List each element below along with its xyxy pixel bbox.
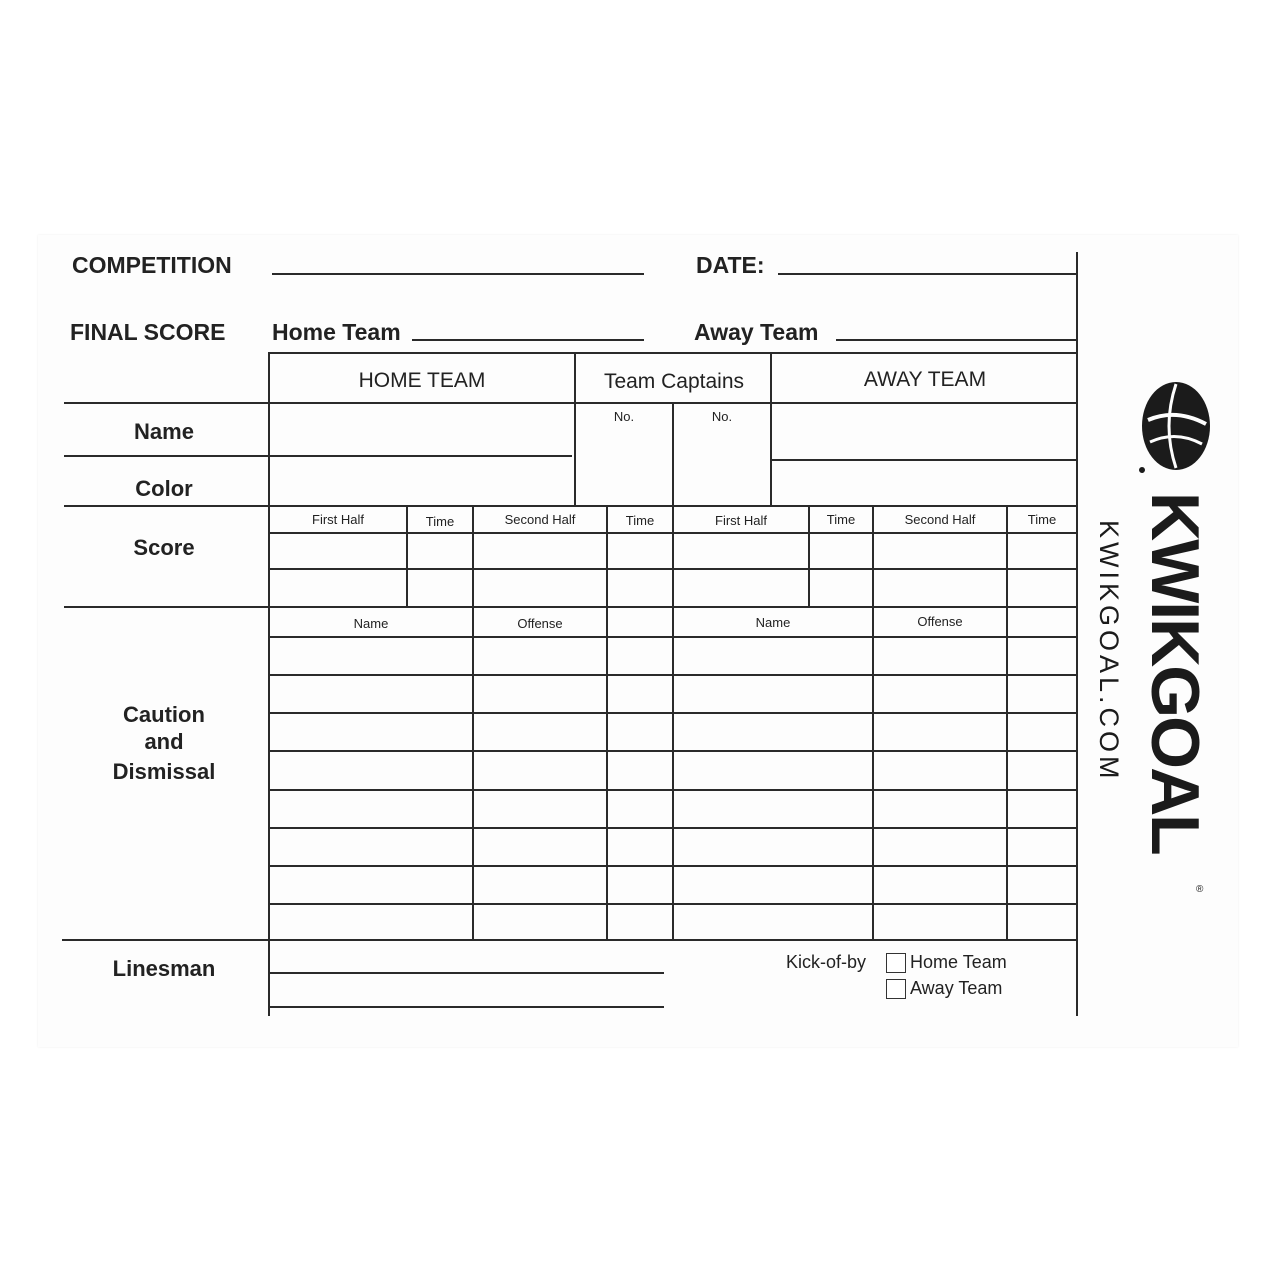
- soccer-ball-icon: [1136, 380, 1216, 480]
- linesman-line-2[interactable]: [270, 1006, 664, 1008]
- caution-row-line: [268, 750, 1078, 752]
- captain-no-label: No.: [711, 409, 733, 424]
- color-row-label: Color: [135, 476, 193, 501]
- row-line: [64, 402, 1078, 404]
- captain-no-label: No.: [613, 409, 635, 424]
- caution-col-offense: Offense: [917, 614, 963, 629]
- score-col-time: Time: [625, 513, 655, 528]
- brand-wordmark: KWIKGOAL: [1137, 492, 1213, 854]
- competition-label: COMPETITION: [72, 252, 232, 278]
- caution-col-offense: Offense: [517, 616, 563, 631]
- kickoff-away-label: Away Team: [910, 978, 1003, 998]
- divider: [872, 606, 874, 940]
- name-row-label: Name: [134, 419, 194, 444]
- divider: [606, 606, 608, 940]
- kickoff-home-checkbox[interactable]: [886, 953, 906, 973]
- kickoff-home-label: Home Team: [910, 952, 1007, 972]
- kwikgoal-logo: [1136, 380, 1216, 900]
- grid-left-border: [268, 352, 270, 1016]
- score-col-first-half: First Half: [715, 513, 767, 528]
- row-line: [268, 532, 1078, 534]
- scorecard: [38, 235, 1238, 1047]
- divider: [1006, 606, 1008, 940]
- home-name-line[interactable]: [270, 455, 572, 457]
- kickoff-away-checkbox[interactable]: [886, 979, 906, 999]
- linesman-row-label: Linesman: [112, 956, 216, 981]
- away-score-line[interactable]: [836, 339, 1076, 341]
- linesman-line-1[interactable]: [270, 972, 664, 974]
- score-col-first-half: First Half: [312, 512, 364, 527]
- row-line: [64, 606, 1078, 608]
- caution-row-line: [268, 789, 1078, 791]
- caution-row-line: [268, 712, 1078, 714]
- caution-row-label-1: Caution: [123, 702, 205, 727]
- date-line[interactable]: [778, 273, 1076, 275]
- row-line: [268, 568, 1078, 570]
- away-name-line[interactable]: [772, 459, 1076, 461]
- row-line: [64, 505, 1078, 507]
- away-team-score-label: Away Team: [694, 319, 819, 345]
- caution-row-label-2: and: [144, 729, 184, 754]
- caution-row-line: [268, 636, 1078, 638]
- score-col-time: Time: [1027, 512, 1057, 527]
- caution-row-line: [268, 903, 1078, 905]
- score-col-time: Time: [826, 512, 856, 527]
- score-col-second-half: Second Half: [904, 512, 976, 527]
- grid-right-border: [1076, 252, 1078, 1016]
- caution-row-label-3: Dismissal: [112, 759, 216, 784]
- divider: [672, 606, 674, 940]
- final-score-label: FINAL SCORE: [70, 319, 226, 345]
- home-team-header: HOME TEAM: [358, 369, 486, 392]
- caution-row-line: [268, 865, 1078, 867]
- caution-row-line: [268, 674, 1078, 676]
- score-col-time: Time: [425, 514, 455, 529]
- website-url: KWIKGOAL.COM: [1094, 520, 1124, 783]
- away-team-header: AWAY TEAM: [863, 368, 987, 391]
- caution-col-name: Name: [353, 616, 389, 631]
- score-col-second-half: Second Half: [504, 512, 576, 527]
- home-team-score-label: Home Team: [272, 319, 401, 345]
- date-label: DATE:: [696, 252, 765, 278]
- row-line: [62, 939, 1078, 941]
- grid-top-border: [268, 352, 1078, 354]
- divider: [472, 606, 474, 940]
- kickoff-label: Kick-of-by: [786, 952, 867, 972]
- competition-line[interactable]: [272, 273, 644, 275]
- team-captains-header: Team Captains: [603, 370, 745, 393]
- score-row-label: Score: [133, 535, 195, 560]
- caution-col-name: Name: [755, 615, 791, 630]
- home-score-line[interactable]: [412, 339, 644, 341]
- caution-row-line: [268, 827, 1078, 829]
- row-line: [64, 455, 270, 457]
- registered-mark: ®: [1196, 884, 1204, 895]
